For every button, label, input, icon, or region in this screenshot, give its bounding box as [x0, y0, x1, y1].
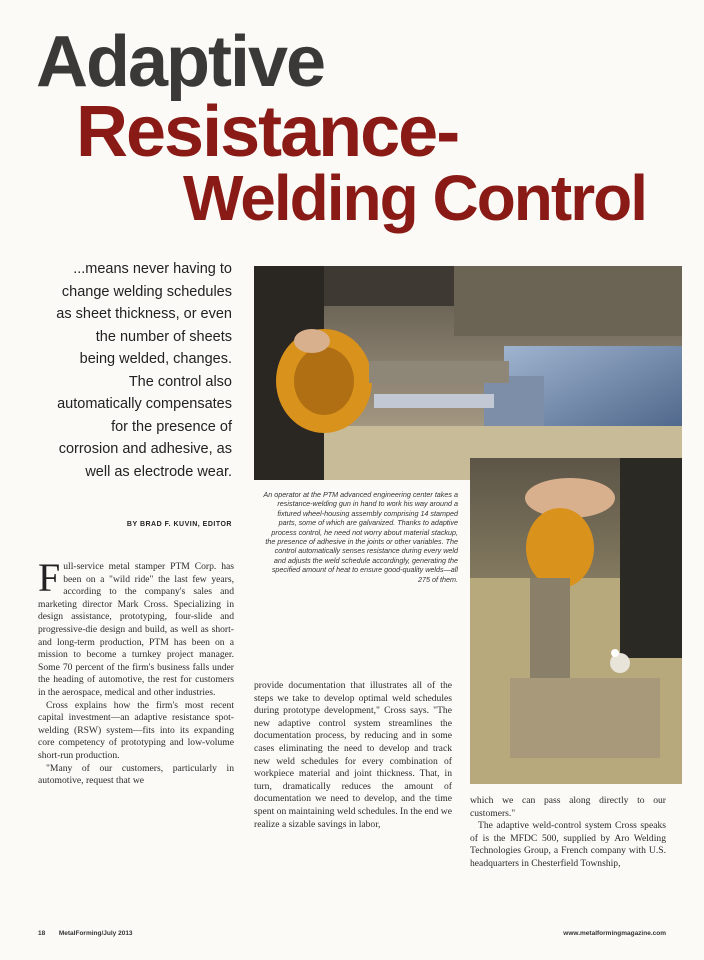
deck-line: as sheet thickness, or even — [56, 306, 232, 322]
paragraph: Cross explains how the firm's most recent capital investment—an adaptive resistance spot-welding (RSW) system—fits into its expanding core competency of prototyping and low-volume short-run production. — [38, 699, 234, 761]
deck-line: for the presence of — [111, 418, 232, 435]
body-column-3 — [470, 795, 666, 871]
page-number: 18 — [38, 930, 46, 937]
footer-left — [38, 930, 133, 937]
paragraph: which we can pass along directly to our customers." — [470, 795, 666, 819]
byline: BY BRAD F. KUVIN, EDITOR — [126, 521, 232, 528]
body-column-1 — [38, 555, 234, 788]
headline-line3: Welding Control — [183, 162, 646, 234]
photo-caption: An operator at the PTM advanced engineering center takes a resistance-welding gun in hand to work his way around a fixtured wheel-housing assembly comprising 14 stamped parts, some of which are galvanized. Thanks to adaptive process control, he need not worry about material stackup, the presence of adhesive in the joints or other variables. The control automatically senses resistance during every weld and adjusts the weld schedule accordingly, generating the specified amount of heat to ensure good-quality welds—all 275 of them. — [263, 490, 458, 584]
drop-cap: F — [38, 555, 61, 600]
headline-line2: Resistance- — [76, 92, 459, 172]
body-column-2 — [254, 680, 452, 831]
welding-photo-top — [254, 266, 682, 480]
headline-line1: Adaptive — [36, 22, 325, 102]
deck-line: The control also — [128, 373, 232, 390]
footer-right: www.metalformingmagazine.com — [563, 930, 666, 937]
deck-line: change welding schedules — [61, 283, 232, 300]
deck-line: automatically compensates — [57, 396, 232, 412]
welding-photo-top-image — [254, 266, 682, 480]
paragraph: "Many of our customers, particularly in automotive, request that we — [38, 762, 234, 787]
deck-line: corrosion and adhesive, as — [58, 441, 232, 457]
paragraph: provide documentation that illustrates all of the steps we take to develop optimal weld schedules during prototype development," Cross says. "The new adaptive control system streamlines the documentation process, by reducing and in some cases eliminating the need to develop and track new weld schedules for every combination of workpiece material and joint thickness. That, in turn, dramatically reduces the amount of documentation we need to develop, and the time spent on maintaining weld schedules. In the end we realize a sizable savings in labor, — [254, 680, 452, 830]
welding-photo-side — [470, 458, 682, 784]
deck — [20, 258, 232, 483]
paragraph: The adaptive weld-control system Cross speaks of is the MFDC 500, supplied by Aro Welding Technologies Group, a French company with U.S. headquarters in Chesterfield Township, — [470, 820, 666, 869]
welding-photo-side-image — [470, 458, 682, 784]
paragraph-text: ull-service metal stamper PTM Corp. has been on a "wild ride" the last few years, according to the company's sales and marketing director Mark Cross. Specializing in design assistance, prototyping, four-slide and progressive-die design and build, as well as short- and long-term production, PTM has been on a mission to become a turnkey project manager. Some 70 percent of the firm's business falls under the heading of automotive, the rest for customers in the aerospace, medical and other industries. — [38, 561, 234, 698]
deck-line: the number of sheets — [95, 328, 232, 345]
deck-line: well as electrode wear. — [85, 463, 232, 480]
deck-line: being welded, changes. — [79, 351, 232, 367]
publication-date: MetalForming/July 2013 — [58, 930, 133, 937]
deck-line: ...means never having to — [73, 261, 232, 277]
paragraph — [38, 555, 234, 700]
